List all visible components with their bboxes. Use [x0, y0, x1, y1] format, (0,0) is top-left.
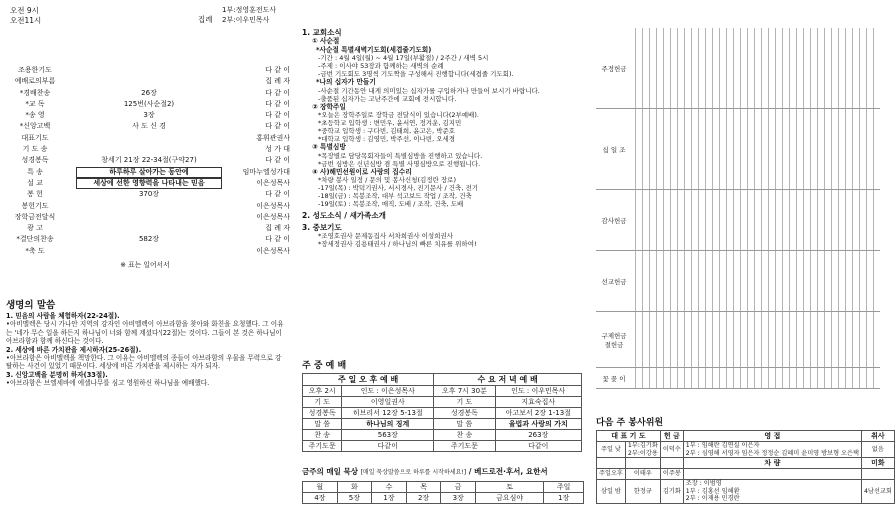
order-row	[0, 99, 290, 110]
order-row	[0, 167, 290, 178]
worship-row	[303, 386, 582, 397]
order-label: 특 송	[27, 167, 43, 176]
servants-header: 대 표 기 도	[597, 431, 661, 442]
worship-cell: 성경봉독	[434, 408, 495, 419]
word-p3: •아브라함은 브엘세바에 에셀나무를 심고 영원하신 하나님을 예배했다.	[6, 379, 210, 388]
order-of-worship-column	[0, 0, 290, 529]
qt-day: 주일	[544, 482, 584, 493]
worship-cell: 다같이	[342, 441, 434, 452]
worship-cell: 성경봉독	[303, 408, 342, 419]
order-leader: 다 같 이	[265, 156, 290, 165]
next-servants	[596, 415, 892, 504]
church-news	[302, 0, 588, 248]
notice-line: -주제 : 이사야 53장과 함께하는 새벽의 순례	[318, 62, 444, 70]
repair-lines	[302, 176, 588, 208]
qt-day: 토	[475, 482, 543, 493]
order-content: 125번(사순절2)	[123, 99, 175, 108]
order-leader: 다 같 이	[265, 235, 290, 244]
order-row	[0, 246, 290, 257]
order-label: 조용한기도	[18, 66, 52, 74]
order-row	[0, 201, 290, 212]
order-label: 대표기도	[21, 133, 49, 142]
next-servants-title: 다음 주 봉사위원	[596, 418, 664, 428]
worship-row	[303, 397, 582, 408]
weekly-worship-table	[302, 373, 582, 452]
order-content: 세상에 선한 영향력을 나타내는 믿음	[76, 178, 222, 189]
offering-names	[632, 190, 880, 250]
servants-row	[597, 480, 895, 504]
qt-table	[302, 481, 584, 504]
notice-line: -금번 기도회도 3명씩 기도짝을 구성해서 진행합니다(세겹줄 기도회).	[318, 70, 514, 78]
qt-chapter: 3장	[441, 493, 476, 504]
worship-cell: 기 도	[303, 397, 342, 408]
servants-cell	[683, 469, 861, 480]
order-content: 하루하루 살아가는 동안에	[76, 167, 222, 178]
order-label: *송 영	[25, 111, 45, 120]
weekly-worship	[302, 358, 588, 452]
member-news-title: 2. 성도소식 / 새가족소개	[302, 211, 386, 220]
offering-row	[596, 368, 880, 389]
order-leader: 다 같 이	[265, 99, 290, 108]
offering-names	[632, 28, 880, 108]
jiprye-label: 집례	[198, 15, 213, 24]
mihwa-header: 미화	[861, 458, 894, 469]
order-row	[0, 212, 290, 223]
worship-cell: 오후 2시	[303, 386, 342, 397]
order-label: 성경봉독	[21, 156, 49, 165]
notice-line: *차량 봉사 일정 / 문의 및 봉사신청(김정란 장로)	[318, 176, 456, 184]
sunday-afternoon-header: 주 일 오 후 예 배	[303, 374, 434, 386]
order-content: 창세기 21장 22-34절(구약27)	[101, 156, 197, 165]
visit-heading: ③ 특별심방	[312, 143, 346, 151]
qt-day: 수	[372, 482, 407, 493]
scholarship-lines	[302, 111, 588, 143]
offering-label: 십 일 조	[602, 145, 626, 154]
servants-header: 취사	[861, 431, 894, 442]
worship-cell: 아고보서 2장 1-13절	[495, 408, 581, 419]
worship-cell: 주기도문	[434, 441, 495, 452]
notice-line: -18일(금) : 목봉조작, 대부 석고보드 작업 / 조작, 건축	[318, 192, 472, 200]
qt-chapter: 금요심야	[475, 493, 543, 504]
order-leader: 다 같 이	[265, 66, 290, 74]
my-cross-title: *나의 십자가 만들기	[316, 78, 376, 86]
servants-cell: 주일오후	[597, 469, 626, 480]
worship-cell: 율법과 사랑의 가치	[495, 419, 581, 430]
order-row	[0, 178, 290, 189]
order-content: 370장	[138, 190, 160, 199]
servants-cell: 이태우	[625, 469, 660, 480]
order-row	[0, 121, 290, 132]
order-label: 봉헌기도	[21, 201, 49, 210]
car-header: 차 량	[683, 458, 861, 469]
notice-line: *대학교 입학생 : 김영민, 박주선, 이나빈, 오세경	[318, 135, 456, 143]
order-leader: 다 같 이	[265, 88, 290, 97]
offering-label: 꽃 꽂 이	[602, 374, 626, 383]
morning-time-2: 오전11시	[10, 16, 42, 25]
officiant-2: 2부:이우민목사	[222, 16, 270, 24]
order-label: *교 독	[25, 99, 45, 108]
order-leader: 임마누엘성가대	[242, 167, 290, 176]
order-row	[0, 223, 290, 234]
offering-names	[632, 312, 880, 367]
scholarship-heading: ② 장학주일	[312, 102, 346, 111]
intercession-lines	[302, 232, 588, 248]
order-leader: 성 가 대	[265, 145, 290, 154]
worship-row	[303, 441, 582, 452]
worship-header	[0, 0, 290, 48]
order-content: 사 도 신 경	[132, 122, 166, 131]
notice-line: -사순절 기간동안 내게 의미있는 십자가를 구입하거나 만들어 보시기 바랍니다.	[318, 86, 540, 95]
order-content: 3장	[143, 111, 155, 120]
qt-heading: 금주의 매일 묵상 [매일 묵상말씀으로 하루를 시작하세요!] / 베드로전·후서, 요한서	[302, 467, 548, 476]
worship-cell: 히브리서 12장 5-13절	[342, 408, 434, 419]
order-row	[0, 234, 290, 245]
order-label: 봉 헌	[27, 190, 43, 199]
visit-lines	[302, 152, 588, 168]
order-row	[0, 133, 290, 144]
word-p1: •아비멜렉은 당시 가나안 지역의 강자인 아비멜렉이 아브라함을 찾아와 화친을 요청했다. 그 이유는 '네가 무슨 일을 하든지 하나님이 너와 함께 계셨다'(22절)는 것이다. 그들이 본 것은 하나님이 아브라함과 함께 하신다는 것이다.	[6, 320, 284, 346]
worship-cell: 찬 송	[434, 430, 495, 441]
worship-cell: 이영일권사	[342, 397, 434, 408]
wednesday-evening-header: 수 요 저 녁 예 배	[434, 374, 582, 386]
stand-note: ※ 표는 일어서서	[120, 261, 170, 270]
servants-header: 헌 금	[660, 431, 683, 442]
notice-line: -기간 : 4월 4일(월) ~ 4월 17일(부활절) / 2주간 / 새벽 5시	[318, 54, 489, 62]
worship-cell: 말 씀	[303, 419, 342, 430]
notice-line: *초등학교 입학생 : 변민우, 윤서연, 정겨운, 김지민	[318, 119, 462, 127]
notice-line: -19일(토) : 목봉조작, 매직, 도배 / 조작, 건축, 도배	[318, 200, 464, 208]
cross-lines	[302, 87, 588, 103]
offering-row	[596, 251, 880, 312]
lent-prayer-title: *사순절 특별새벽기도회(세겹줄기도회)	[316, 45, 432, 54]
worship-cell: 기 도	[434, 397, 495, 408]
offering-column	[596, 0, 892, 529]
intercession-title: 3. 중보기도	[302, 223, 342, 232]
servants-row	[597, 442, 895, 458]
offering-label: 주정헌금	[601, 64, 627, 73]
order-leader: 홍휘관권사	[256, 133, 290, 142]
order-leader: 이은성목사	[256, 212, 290, 221]
offering-row	[596, 190, 880, 251]
order-content: 582장	[138, 235, 160, 244]
order-row	[0, 155, 290, 166]
servants-cell: 조장 : 이범영 1부 : 김홍선 임해환 2부 : 이재용 민경란	[683, 480, 861, 504]
order-leader: 이은성목사	[256, 178, 290, 187]
lent-lines	[302, 54, 588, 78]
notice-column	[302, 0, 588, 529]
order-row	[0, 110, 290, 121]
servants-cell	[861, 469, 894, 480]
qt-day: 금	[441, 482, 476, 493]
word-p2-heading: 2. 세상에 바른 가치관을 제시하자(25-26절).	[6, 345, 142, 354]
notice-line: -17일(목) : 박덕기권사, 서시경사, 진기문사 / 건축, 전기	[318, 184, 479, 192]
servants-table	[596, 430, 895, 504]
worship-cell: 다같이	[495, 441, 581, 452]
order-label: *신앙고백	[19, 122, 51, 131]
notice-line: *오늘은 장학주일로 장학금 전달식이 있습니다(2부예배).	[318, 111, 479, 119]
servants-cell: 이주봉	[660, 469, 683, 480]
worship-cell: 인도 : 이은성목사	[342, 386, 434, 397]
offering-label: 선교헌금	[601, 277, 627, 286]
worship-cell: 오후 7시 30분	[434, 386, 495, 397]
offering-label: 구제헌금 절헌금	[601, 331, 627, 349]
notice-line: *장세정권사 김용태권사 / 하나님의 빠른 치유를 위하여!	[318, 240, 477, 248]
servants-cell: 삼일 밤	[597, 480, 626, 504]
notice-line: *중학교 입학생 : 구다빈, 김태희, 윤고은, 박준호	[318, 127, 456, 135]
word-title: 생명의 말씀	[6, 300, 56, 311]
qt-day: 월	[303, 482, 338, 493]
qt-chapter: 4장	[303, 493, 338, 504]
order-leader: 이은성목사	[256, 246, 290, 255]
notice-line: *금번 심방은 신년심방 겸 특별 사명심방으로 진행됩니다.	[318, 159, 481, 168]
servants-cell: 1부:김기화 2부:이강용	[625, 442, 660, 458]
offering-row	[596, 312, 880, 368]
worship-cell: 주기도문	[303, 441, 342, 452]
word-p2: •아브라함은 아비멜렉을 책망한다. 그 이유는 아비멜렉의 종들이 아브라함의 우물을 무력으로 강탈하는 사건이 있었기 때문이다. 세상에 바른 가치관을 제시하는 자가 되자.	[6, 354, 282, 371]
offering-list	[596, 0, 880, 389]
word-p3-heading: 3. 신앙고백을 분명히 하자(33절).	[6, 370, 108, 379]
servants-cell: 1부 : 임해란 김연실 이은자 2부 : 심영해 서영자 임은자 정정순 김혜미 윤미영 방보형 오은택	[683, 442, 861, 458]
servants-cell: 김기화	[660, 480, 683, 504]
order-leader: 다 같 이	[265, 190, 290, 199]
qt-day: 화	[337, 482, 372, 493]
order-list	[0, 48, 290, 257]
order-label: 설 교	[27, 178, 43, 187]
worship-cell: 563장	[342, 430, 434, 441]
order-leader: 집 례 자	[265, 224, 290, 233]
notice-line: -출품된 십자가는 고난주간에 교회에 전시합니다.	[318, 94, 457, 103]
worship-cell: 하나님의 징계	[342, 419, 434, 430]
offering-names	[632, 251, 880, 311]
servants-subheader-row	[597, 458, 895, 469]
servants-cell: 주일 낮	[597, 442, 626, 458]
qt-chapter: 1장	[372, 493, 407, 504]
order-label: 예배로의부름	[14, 77, 56, 86]
order-row	[0, 76, 290, 87]
qt-day: 목	[406, 482, 441, 493]
order-row	[0, 88, 290, 99]
order-leader: 다 같 이	[265, 111, 290, 120]
order-row	[0, 144, 290, 155]
qt-chapter: 2장	[406, 493, 441, 504]
order-leader: 집 례 자	[265, 77, 290, 86]
order-label: 장학금전달식	[14, 212, 56, 221]
offering-label: 감사헌금	[601, 216, 627, 225]
offering-names	[632, 368, 880, 388]
notice-line: *조영호권사 문제동집사 서차희권사 이성희권사	[318, 232, 454, 240]
offering-names	[632, 109, 880, 189]
worship-cell: 지효숙집사	[495, 397, 581, 408]
worship-row	[303, 408, 582, 419]
order-row	[0, 189, 290, 200]
servants-cell: 4남선교회	[861, 480, 894, 504]
word-p1-heading: 1. 믿음의 사람을 체험하자(22-24절).	[6, 312, 120, 320]
weekly-worship-title: 주 중 예 배	[302, 361, 347, 371]
order-row	[0, 65, 290, 76]
order-label: *축 도	[25, 246, 45, 255]
worship-row	[303, 430, 582, 441]
worship-cell: 말 씀	[434, 419, 495, 430]
lent-heading: ① 사순절	[312, 37, 340, 45]
order-content: 26장	[141, 88, 157, 97]
order-label: *경배찬송	[19, 88, 51, 97]
word-section	[0, 291, 290, 388]
notice-line: *목장별로 담당목회자들이 특별심방을 진행하고 있습니다.	[318, 151, 483, 160]
news-title: 1. 교회소식	[302, 28, 342, 37]
order-label: *결단의찬송	[16, 235, 54, 244]
order-leader: 이은성목사	[256, 201, 290, 210]
qt-chapter: 5장	[337, 493, 372, 504]
worship-cell: 인도 : 이우민목사	[495, 386, 581, 397]
worship-cell: 263장	[495, 430, 581, 441]
worship-row	[303, 419, 582, 430]
servants-cell: 한정규	[625, 480, 660, 504]
daily-qt	[302, 466, 588, 504]
qt-chapter: 1장	[544, 493, 584, 504]
offering-row	[596, 28, 880, 109]
repair-heading: ④ 사)해민선원이로 사랑의 집수리	[312, 167, 412, 176]
morning-time-1: 오전 9시	[10, 6, 39, 15]
order-leader: 다 같 이	[265, 122, 290, 131]
officiant-1: 1부:정영훈전도사	[222, 6, 277, 14]
order-label: 기 도 송	[22, 145, 48, 154]
order-label: 광 고	[27, 224, 43, 233]
offering-row	[596, 109, 880, 190]
servants-cell: 이덕수	[660, 442, 683, 458]
servants-row	[597, 469, 895, 480]
servants-cell: 없음	[861, 442, 894, 458]
worship-cell: 찬 송	[303, 430, 342, 441]
servants-header: 영 접	[683, 431, 861, 442]
